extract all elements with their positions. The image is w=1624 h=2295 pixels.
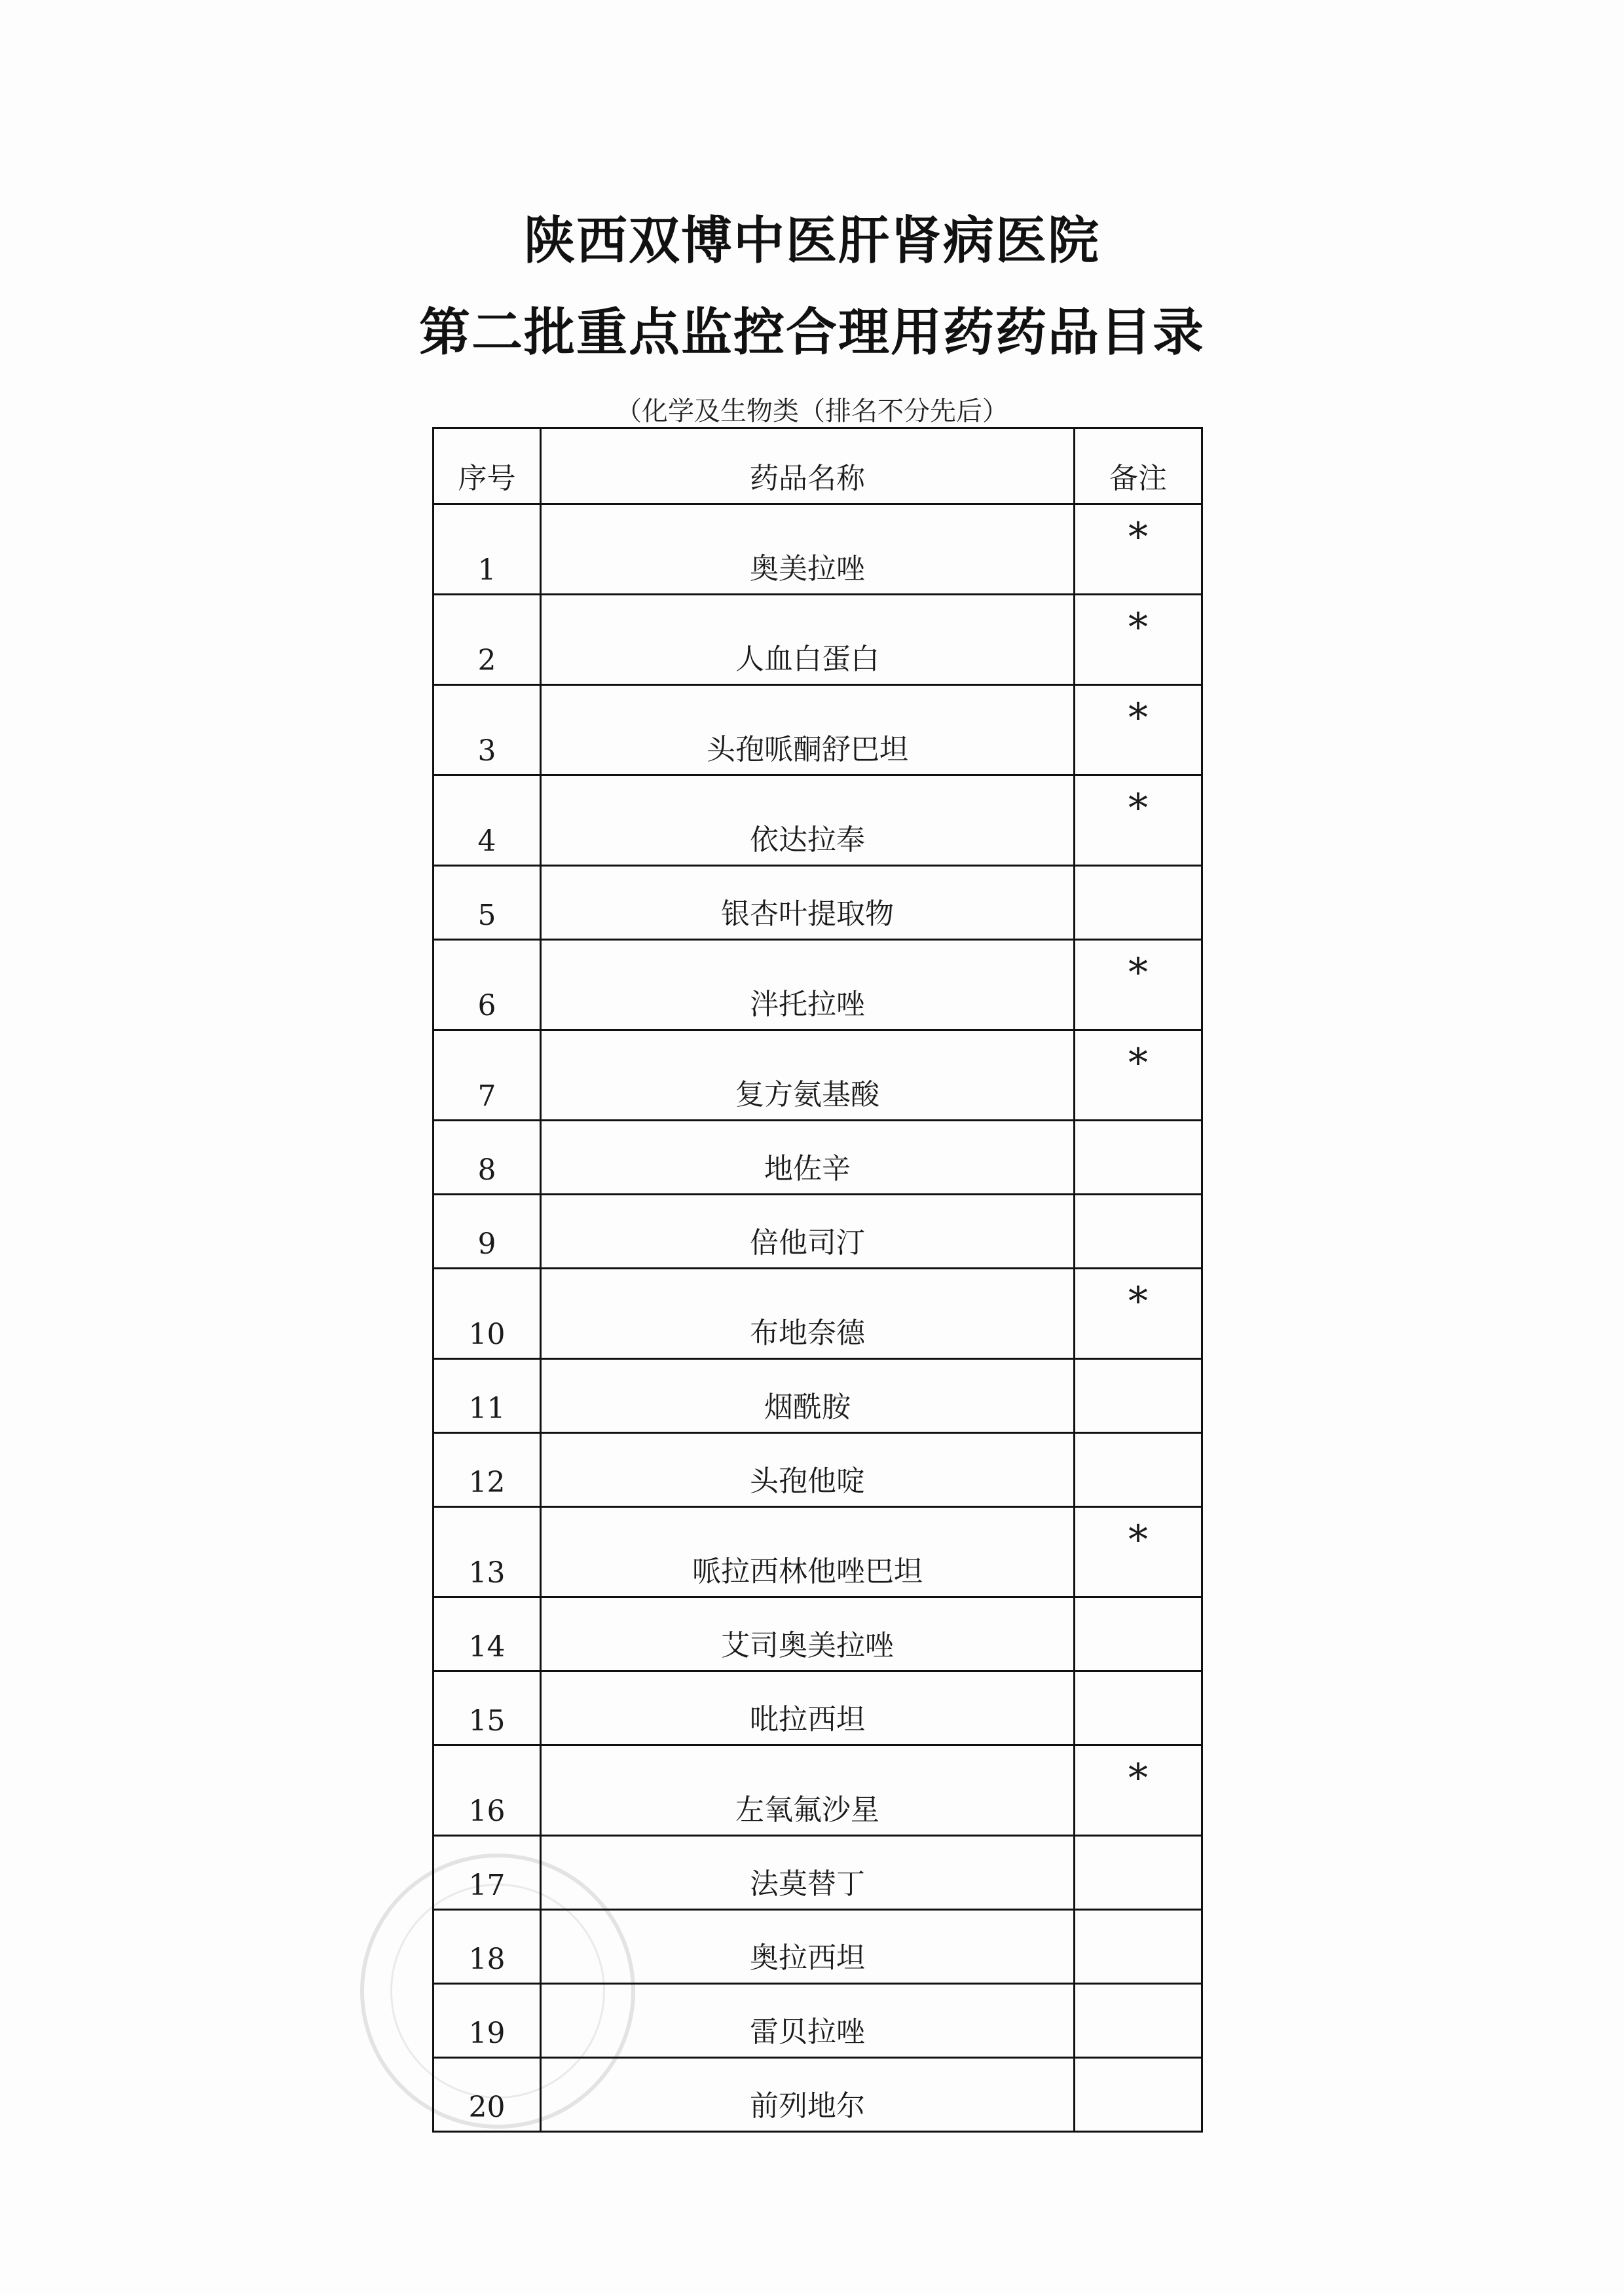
drug-name: 复方氨基酸 <box>541 1030 1075 1121</box>
drug-name: 奥美拉唑 <box>541 504 1075 595</box>
row-number: 12 <box>434 1433 541 1507</box>
table-row <box>434 866 1202 940</box>
row-number: 17 <box>434 1836 541 1910</box>
table-row <box>434 1030 1202 1121</box>
drug-name: 烟酰胺 <box>541 1359 1075 1433</box>
remark-mark <box>1075 1121 1202 1195</box>
row-number: 8 <box>434 1121 541 1195</box>
column-header-remark: 备注 <box>1075 428 1202 504</box>
table-row <box>434 504 1202 595</box>
row-number: 11 <box>434 1359 541 1433</box>
remark-mark: * <box>1075 595 1202 685</box>
remark-mark: * <box>1075 940 1202 1030</box>
drug-name: 左氧氟沙星 <box>541 1745 1075 1836</box>
drug-name: 布地奈德 <box>541 1269 1075 1359</box>
table-row <box>434 1269 1202 1359</box>
table-row <box>434 1433 1202 1507</box>
drug-name: 前列地尔 <box>541 2058 1075 2132</box>
drug-name: 雷贝拉唑 <box>541 1984 1075 2058</box>
remark-mark <box>1075 1195 1202 1269</box>
row-number: 2 <box>434 595 541 685</box>
document-title-line1: 陕西双博中医肝肾病医院 <box>523 212 1100 271</box>
remark-mark <box>1075 1910 1202 1984</box>
column-header-number: 序号 <box>434 428 541 504</box>
remark-mark: * <box>1075 685 1202 775</box>
table-row <box>434 1984 1202 2058</box>
remark-mark <box>1075 1984 1202 2058</box>
table-row <box>434 1507 1202 1597</box>
drug-name: 艾司奥美拉唑 <box>541 1597 1075 1671</box>
remark-mark <box>1075 1433 1202 1507</box>
remark-mark: * <box>1075 1269 1202 1359</box>
drug-name: 依达拉奉 <box>541 775 1075 866</box>
document-subtitle: （化学及生物类（排名不分先后） <box>616 396 1008 426</box>
row-number: 13 <box>434 1507 541 1597</box>
row-number: 15 <box>434 1671 541 1745</box>
drug-name: 哌拉西林他唑巴坦 <box>541 1507 1075 1597</box>
remark-mark <box>1075 2058 1202 2132</box>
remark-mark: * <box>1075 775 1202 866</box>
row-number: 18 <box>434 1910 541 1984</box>
remark-mark: * <box>1075 1030 1202 1121</box>
row-number: 16 <box>434 1745 541 1836</box>
drug-name: 头孢他啶 <box>541 1433 1075 1507</box>
table-row <box>434 1195 1202 1269</box>
table-row <box>434 775 1202 866</box>
drug-list-table <box>432 427 1203 2133</box>
drug-name: 法莫替丁 <box>541 1836 1075 1910</box>
drug-name: 地佐辛 <box>541 1121 1075 1195</box>
document-title-line2: 第二批重点监控合理用药药品目录 <box>418 303 1205 362</box>
remark-mark: * <box>1075 504 1202 595</box>
remark-mark <box>1075 1671 1202 1745</box>
remark-mark <box>1075 866 1202 940</box>
table-row <box>434 595 1202 685</box>
row-number: 10 <box>434 1269 541 1359</box>
remark-mark: * <box>1075 1745 1202 1836</box>
table-row <box>434 1910 1202 1984</box>
table-row <box>434 940 1202 1030</box>
drug-name: 吡拉西坦 <box>541 1671 1075 1745</box>
row-number: 20 <box>434 2058 541 2132</box>
row-number: 1 <box>434 504 541 595</box>
drug-name: 倍他司汀 <box>541 1195 1075 1269</box>
row-number: 19 <box>434 1984 541 2058</box>
table-row <box>434 1836 1202 1910</box>
remark-mark: * <box>1075 1507 1202 1597</box>
drug-name: 奥拉西坦 <box>541 1910 1075 1984</box>
table-row <box>434 1745 1202 1836</box>
row-number: 9 <box>434 1195 541 1269</box>
row-number: 4 <box>434 775 541 866</box>
table-header-row <box>434 428 1202 504</box>
remark-mark <box>1075 1359 1202 1433</box>
remark-mark <box>1075 1836 1202 1910</box>
remark-mark <box>1075 1597 1202 1671</box>
row-number: 6 <box>434 940 541 1030</box>
row-number: 7 <box>434 1030 541 1121</box>
table-row <box>434 2058 1202 2132</box>
row-number: 5 <box>434 866 541 940</box>
drug-name: 银杏叶提取物 <box>541 866 1075 940</box>
table-row <box>434 1359 1202 1433</box>
table-row <box>434 1671 1202 1745</box>
drug-name: 人血白蛋白 <box>541 595 1075 685</box>
row-number: 3 <box>434 685 541 775</box>
table-row <box>434 1121 1202 1195</box>
drug-name: 泮托拉唑 <box>541 940 1075 1030</box>
row-number: 14 <box>434 1597 541 1671</box>
drug-name: 头孢哌酮舒巴坦 <box>541 685 1075 775</box>
table-row <box>434 685 1202 775</box>
table-row <box>434 1597 1202 1671</box>
column-header-drug-name: 药品名称 <box>541 428 1075 504</box>
